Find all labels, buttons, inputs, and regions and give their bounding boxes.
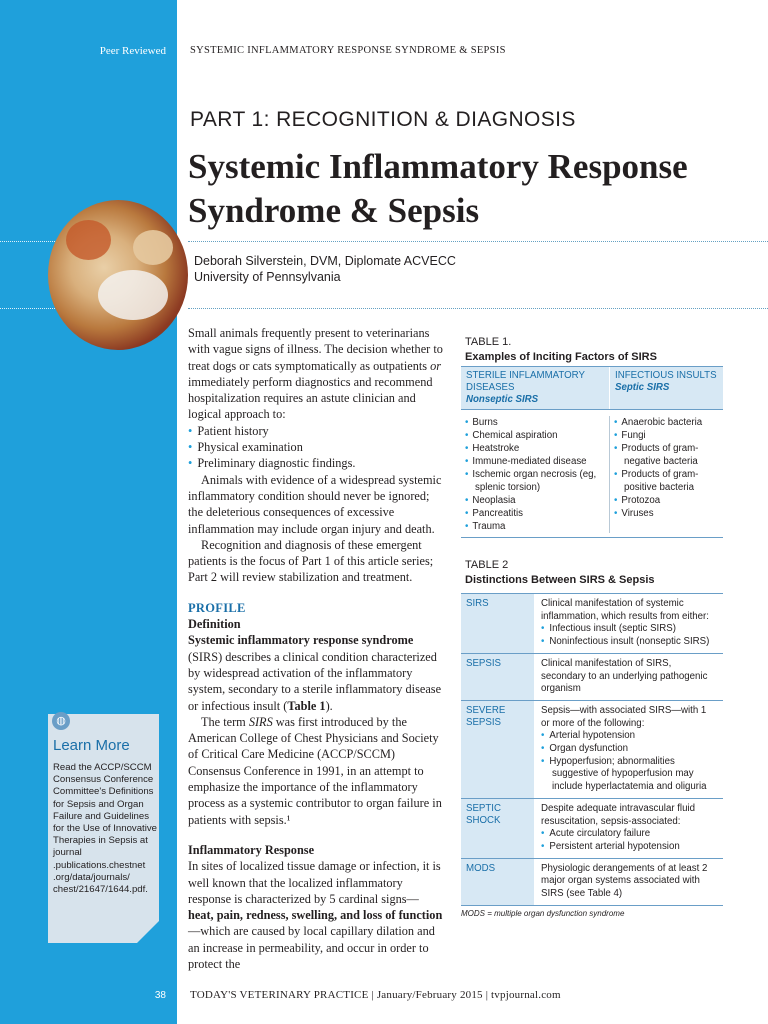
list-item: • Neoplasia bbox=[465, 494, 609, 507]
body-column bbox=[188, 325, 444, 972]
list-item: • Ischemic organ necrosis (eg, splenic torsion) bbox=[465, 468, 609, 494]
list-item: • Products of gram-positive bacteria bbox=[614, 468, 723, 494]
table-cell bbox=[461, 416, 610, 533]
subheading: Definition bbox=[188, 617, 241, 632]
learn-more-box bbox=[48, 714, 159, 943]
list-item: • Viruses bbox=[614, 507, 723, 520]
table2 bbox=[461, 593, 723, 918]
table-header-cell: INFECTIOUS INSULTS Septic SIRS bbox=[615, 370, 717, 393]
title-line: Systemic Inflammatory Response bbox=[188, 147, 688, 186]
list-item: • Fungi bbox=[614, 429, 723, 442]
table-value-cell: Sepsis—with associated SIRS—with 1 or more of the following: • Arterial hypotension • Organ dysfunction • Hypoperfusion; abnormalities suggestive of hypoperfusion may include hyperlactatemia and oliguria bbox=[535, 701, 723, 798]
section-heading: PROFILE bbox=[188, 600, 246, 615]
table-row bbox=[461, 700, 723, 798]
bullet-list bbox=[188, 423, 444, 472]
list-item: • Preliminary diagnostic findings. bbox=[188, 455, 444, 471]
list-item: • Infectious insult (septic SIRS) bbox=[541, 623, 717, 636]
author-block bbox=[194, 253, 456, 285]
running-header: SYSTEMIC INFLAMMATORY RESPONSE SYNDROME & SEPSIS bbox=[190, 45, 506, 56]
paragraph: In sites of localized tissue damage or infection, it is well known that the localized inflammatory response is characterized by 5 cardinal signs—heat, pain, redness, swelling, and loss of function—which are caused by local capillary dilation and an increase in permeability, and occur in order to protect the bbox=[188, 859, 443, 971]
list-item: • Pancreatitis bbox=[465, 507, 609, 520]
table-footnote: MODS = multiple organ dysfunction syndrome bbox=[461, 905, 723, 918]
table-key-cell: SEVERE SEPSIS bbox=[461, 701, 535, 798]
author-name: Deborah Silverstein, DVM, Diplomate ACVECC bbox=[194, 254, 456, 268]
list-item: • Noninfectious insult (nonseptic SIRS) bbox=[541, 636, 717, 649]
table1-caption: TABLE 1. bbox=[465, 336, 512, 348]
list-item: • Arterial hypotension bbox=[541, 730, 717, 743]
paragraph: Small animals frequently present to veterinarians with vague signs of illness. The decision whether to treat dogs or cats symptomatically as outpatients or immediately perform diagnostics and recommend hospitalization requires an astute clinician and logical approach to: bbox=[188, 326, 443, 422]
author-affiliation: University of Pennsylvania bbox=[194, 270, 341, 284]
divider bbox=[188, 241, 768, 242]
table-header-row bbox=[461, 366, 723, 410]
table-key-cell: SEPTIC SHOCK bbox=[461, 799, 535, 858]
table1 bbox=[461, 366, 723, 538]
list-item: • Anaerobic bacteria bbox=[614, 416, 723, 429]
table-value-cell: Clinical manifestation of SIRS, secondary to an underlying pathogenic organism bbox=[541, 657, 708, 695]
subheading: Inflammatory Response bbox=[188, 842, 315, 857]
photo-detail bbox=[133, 230, 173, 265]
paragraph: Systemic inflammatory response syndrome (SIRS) describes a clinical condition characterized by widespread activation of the inflammatory system, secondary to a sterile inflammatory disease or infectious insult (Table 1). bbox=[188, 633, 442, 713]
table2-title: Distinctions Between SIRS & Sepsis bbox=[465, 574, 655, 586]
list-item: • Hypoperfusion; abnormalities suggestive of hypoperfusion may include hyperlactatemia and oliguria bbox=[541, 756, 717, 794]
article-photo bbox=[48, 200, 188, 350]
table-row bbox=[461, 858, 723, 905]
table-header-cell: STERILE INFLAMMATORY DISEASES Nonseptic SIRS bbox=[461, 367, 610, 409]
table-key-cell: SEPSIS bbox=[461, 654, 535, 700]
table-row bbox=[461, 798, 723, 858]
photo-detail bbox=[98, 270, 168, 320]
table-key-cell: MODS bbox=[461, 859, 535, 905]
list-item: • Acute circulatory failure bbox=[541, 828, 717, 841]
table-value-cell: Despite adequate intravascular fluid resuscitation, sepsis-associated: • Acute circulatory failure • Persistent arterial hypotension bbox=[535, 799, 723, 858]
list-item: • Burns bbox=[465, 416, 609, 429]
page-number: 38 bbox=[154, 990, 166, 1001]
article-title bbox=[188, 145, 748, 233]
photo-detail bbox=[66, 220, 111, 260]
list-item: • Products of gram-negative bacteria bbox=[614, 442, 723, 468]
paragraph: The term SIRS was first introduced by the American College of Chest Physicians and Society of Critical Care Medicine (ACCP/SCCM) Consensus Conference in 1991, in an attempt to emphasize the importance of the inflammatory process as a systemic contributor to organ failure in patients with sepsis.¹ bbox=[188, 714, 442, 827]
table2-caption: TABLE 2 bbox=[465, 559, 509, 571]
table-row bbox=[461, 653, 723, 700]
table-cell bbox=[610, 416, 723, 533]
table-row bbox=[461, 410, 723, 538]
list-item: • Protozoa bbox=[614, 494, 723, 507]
corner-accent bbox=[137, 921, 159, 943]
globe-icon: ◍ bbox=[52, 712, 70, 730]
paragraph: Animals with evidence of a widespread systemic inflammatory condition should never be ignored; the deleterious consequences of excessive inflammation may include organ injury and death. bbox=[188, 472, 442, 536]
list-item: • Physical examination bbox=[188, 439, 444, 455]
divider bbox=[188, 308, 768, 309]
peer-reviewed-label: Peer Reviewed bbox=[99, 45, 166, 57]
list-item: • Immune-mediated disease bbox=[465, 455, 609, 468]
paragraph: Recognition and diagnosis of these emergent patients is the focus of Part 1 of this article series; Part 2 will review stabilization and treatment. bbox=[188, 537, 434, 585]
list-item: • Chemical aspiration bbox=[465, 429, 609, 442]
list-item: • Heatstroke bbox=[465, 442, 609, 455]
table-value-cell: Clinical manifestation of systemic inflammation, which results from either: • Infectious insult (septic SIRS) • Noninfectious insult (nonseptic SIRS) bbox=[535, 594, 723, 653]
list-item: • Persistent arterial hypotension bbox=[541, 841, 717, 854]
learn-more-text: Read the ACCP/SCCM Consensus Conference Committee's Definitions for Sepsis and Organ Failure and Guidelines for the Use of Innovative Therapies in Sepsis at journal .publications.chestnet .org/data/journals/ chest/21647/1644.pdf. bbox=[53, 762, 157, 896]
list-item: • Patient history bbox=[188, 423, 444, 439]
part-heading: PART 1: RECOGNITION & DIAGNOSIS bbox=[190, 108, 576, 131]
page-footer: TODAY'S VETERINARY PRACTICE | January/February 2015 | tvpjournal.com bbox=[190, 989, 561, 1001]
table1-title: Examples of Inciting Factors of SIRS bbox=[465, 351, 657, 363]
table-row bbox=[461, 593, 723, 653]
title-line: Syndrome & Sepsis bbox=[188, 191, 480, 230]
list-item: • Organ dysfunction bbox=[541, 743, 717, 756]
table-value-cell: Physiologic derangements of at least 2 major organ systems associated with SIRS (see Table 4) bbox=[541, 862, 708, 900]
learn-more-title: Learn More bbox=[53, 737, 130, 754]
list-item: • Trauma bbox=[465, 520, 609, 533]
table-key-cell: SIRS bbox=[461, 594, 535, 653]
